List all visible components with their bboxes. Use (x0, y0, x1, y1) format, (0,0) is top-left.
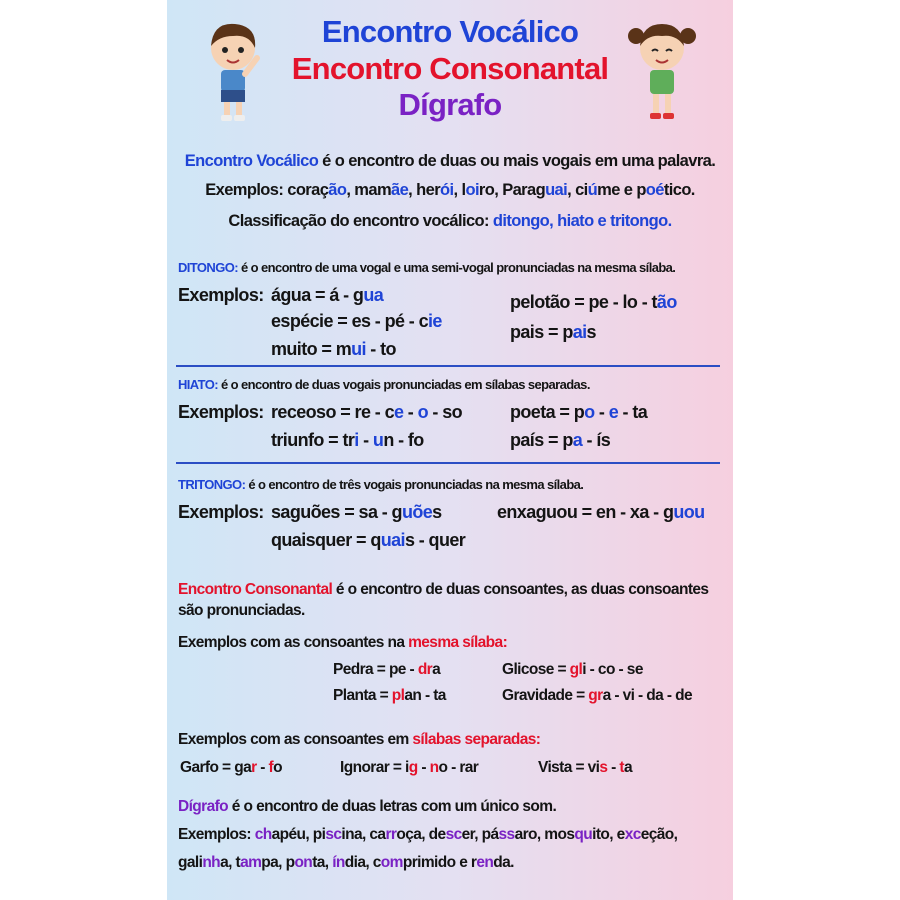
text-run: aro, mos (514, 826, 575, 844)
text-run: g (408, 759, 418, 777)
text-run: s - quer (404, 530, 466, 551)
text-run: uou (673, 502, 705, 523)
text-run: ta, (312, 854, 333, 872)
text-run: on (294, 854, 313, 872)
text-run: ro, Parag (478, 180, 546, 199)
text-run: TRITONGO: (178, 476, 246, 492)
girl-illustration (626, 18, 698, 124)
text-line-glicose (502, 662, 643, 678)
text-run: pais = p (510, 322, 573, 343)
text-run: n - fo (383, 430, 424, 451)
text-line-intro1 (185, 153, 715, 170)
text-run: t (619, 759, 624, 777)
text-run: sc (325, 826, 342, 844)
divider-hiato-tritongo (176, 462, 720, 464)
text-run: uai (380, 530, 405, 551)
text-run: Glicose = (502, 661, 570, 679)
text-run: ói (440, 180, 454, 199)
text-line-ignorar (340, 760, 478, 776)
text-line-agua (271, 286, 383, 304)
text-run: espécie = es - pé - c (271, 311, 428, 332)
text-run: ina, ca (341, 826, 386, 844)
text-run: Encontro Vocálico (184, 151, 319, 170)
text-run: Exemplos com as consoantes na (178, 634, 409, 652)
text-run: saguões = sa - g (271, 502, 402, 523)
text-line-enxaguou (497, 503, 705, 521)
boy-illustration (203, 18, 263, 124)
text-run: e (393, 402, 404, 423)
text-run: triunfo = tr (271, 430, 355, 451)
text-line-cons-same (178, 635, 507, 651)
text-run: é o encontro de uma vogal e uma semi-vogal pronunciadas na mesma sílaba. (237, 259, 676, 275)
text-line-tritongo-ex-label (178, 503, 264, 521)
text-line-especie (271, 312, 442, 330)
text-run: , ci (567, 180, 588, 199)
text-run: , her (408, 180, 441, 199)
text-run: , mam (346, 180, 392, 199)
text-line-cons-sep (178, 732, 540, 748)
text-line-cons-def1 (178, 582, 708, 598)
text-run: Gravidade = (502, 687, 589, 705)
text-run: água = á - g (271, 285, 364, 306)
text-run: Exemplos: (178, 285, 264, 306)
text-run: uõe (401, 502, 433, 523)
text-run: poeta = p (510, 402, 585, 423)
text-run: n (429, 759, 439, 777)
text-run: ú (587, 180, 598, 199)
text-run: o (273, 759, 282, 777)
text-run: Exemplos: (178, 402, 264, 423)
text-run: - (403, 402, 418, 423)
text-run: a (572, 430, 583, 451)
text-run: é o encontro de duas consoantes, as duas consoantes (332, 581, 709, 599)
title-digrafo: Dígrafo (398, 87, 502, 122)
text-run: Encontro Consonantal (178, 581, 333, 599)
text-line-pelotao (510, 293, 677, 311)
text-run: Exemplos: (178, 826, 255, 844)
text-run: Ignorar = i (340, 759, 409, 777)
text-run: i (354, 430, 359, 451)
text-run: gali (178, 854, 203, 872)
text-run: é o encontro de duas vogais pronunciadas em sílabas separadas. (217, 376, 590, 392)
text-run: - (607, 759, 620, 777)
text-run: Planta = (333, 687, 392, 705)
text-run: o (584, 402, 595, 423)
text-run: - ís (582, 430, 611, 451)
text-line-ditongo-ex-label (178, 286, 264, 304)
text-line-triunfo (271, 431, 424, 449)
text-run: f (268, 759, 274, 777)
text-line-muito (271, 340, 396, 358)
text-run: i - co - se (582, 661, 643, 679)
text-run: rr (385, 826, 397, 844)
text-run: am (240, 854, 262, 872)
text-run: ua (363, 285, 384, 306)
text-run: - (358, 430, 373, 451)
text-run: primido e r (402, 854, 477, 872)
text-run: Pedra = pe - (333, 661, 418, 679)
text-run: ín (332, 854, 345, 872)
text-run: oça, de (396, 826, 446, 844)
text-run: enxaguou = en - xa - g (497, 502, 674, 523)
text-line-saguoes (271, 503, 442, 521)
text-line-intro2 (205, 182, 695, 199)
text-run: o - rar (438, 759, 479, 777)
divider-ditongo-hiato (176, 365, 720, 367)
text-run: a (432, 661, 441, 679)
text-run: a, t (220, 854, 241, 872)
text-run: apéu, pi (271, 826, 326, 844)
text-line-dig-ex2 (178, 855, 514, 871)
title-encontro-consonantal: Encontro Consonantal (291, 51, 609, 86)
text-run: o (417, 402, 429, 423)
text-run: pelotão = pe - lo - t (510, 292, 657, 313)
text-run: , l (453, 180, 466, 199)
text-run: ão (656, 292, 677, 313)
text-run: a - vi - da - de (602, 687, 693, 705)
text-line-pais1 (510, 323, 596, 341)
text-run: s (586, 322, 596, 343)
text-line-hiato-ex-label (178, 403, 264, 421)
text-line-poeta (510, 403, 647, 421)
text-run: ss (498, 826, 515, 844)
text-run: sc (445, 826, 462, 844)
text-run: oé (645, 180, 664, 199)
text-run: Vista = vi (538, 759, 600, 777)
text-line-tritongo-def (178, 478, 583, 491)
text-run: dr (417, 661, 433, 679)
text-run: Exemplos: coraç (205, 180, 329, 199)
text-run: - ta (618, 402, 648, 423)
text-run: - so (428, 402, 463, 423)
text-run: en (476, 854, 494, 872)
text-run: er, pá (461, 826, 499, 844)
text-run: gr (588, 687, 603, 705)
text-run: ito, e (592, 826, 625, 844)
text-run: r (251, 759, 257, 777)
text-run: u (372, 430, 384, 451)
title-encontro-vocalico: Encontro Vocálico (321, 14, 579, 49)
text-line-intro3 (228, 213, 671, 230)
text-run: é o encontro de duas ou mais vogais em uma palavra. (318, 151, 716, 170)
text-run: - to (365, 339, 396, 360)
text-run: uai (545, 180, 568, 199)
text-line-gravidade (502, 688, 692, 704)
text-run: tico. (663, 180, 695, 199)
text-run: pa, p (261, 854, 295, 872)
text-line-vista (538, 760, 632, 776)
text-line-dig-def (178, 799, 556, 815)
text-run: eção, (640, 826, 678, 844)
text-run: muito = m (271, 339, 352, 360)
text-run: om (380, 854, 403, 872)
text-run: me e p (597, 180, 646, 199)
text-run: sílabas separadas: (412, 731, 541, 749)
text-run: HIATO: (178, 376, 218, 392)
text-run: são pronunciadas. (178, 602, 305, 620)
text-line-pais2 (510, 431, 610, 449)
text-line-dig-ex1 (178, 827, 677, 843)
text-run: a (623, 759, 632, 777)
text-run: ch (254, 826, 272, 844)
text-run: an - ta (404, 687, 446, 705)
text-run: e (608, 402, 619, 423)
text-run: - (594, 402, 609, 423)
text-line-receoso (271, 403, 462, 421)
text-run: receoso = re - c (271, 402, 394, 423)
text-run: s (432, 502, 442, 523)
text-run: ie (428, 311, 442, 332)
text-run: da. (493, 854, 514, 872)
text-run: ai (572, 322, 587, 343)
text-run: gl (569, 661, 583, 679)
text-run: dia, c (344, 854, 381, 872)
text-run: pl (391, 687, 405, 705)
text-run: DITONGO: (178, 259, 238, 275)
text-run: quaisquer = q (271, 530, 381, 551)
text-line-hiato-def (178, 378, 590, 391)
text-line-pedra (333, 662, 440, 678)
text-run: Dígrafo (178, 798, 229, 816)
text-run: é o encontro de três vogais pronunciadas na mesma sílaba. (245, 476, 584, 492)
text-run: oi (465, 180, 479, 199)
text-run: Exemplos com as consoantes em (178, 731, 413, 749)
text-run: xc (624, 826, 641, 844)
text-run: Classificação do encontro vocálico: (228, 211, 493, 230)
text-line-garfo (180, 760, 282, 776)
text-run: ui (351, 339, 366, 360)
text-run: ãe (391, 180, 409, 199)
text-run: Exemplos: (178, 502, 264, 523)
text-run: nh (202, 854, 221, 872)
text-run: - (256, 759, 269, 777)
text-run: é o encontro de duas letras com um único som. (228, 798, 557, 816)
text-run: mesma sílaba: (408, 634, 508, 652)
text-line-cons-def2 (178, 603, 305, 619)
text-run: país = p (510, 430, 573, 451)
text-run: qu (574, 826, 593, 844)
text-run: Garfo = ga (180, 759, 252, 777)
text-line-quaisquer (271, 531, 465, 549)
text-line-planta (333, 688, 446, 704)
text-run: ão (328, 180, 347, 199)
text-run: - (417, 759, 430, 777)
text-line-ditongo-def (178, 261, 675, 274)
text-run: ditongo, hiato e tritongo. (492, 211, 672, 230)
text-run: s (599, 759, 608, 777)
